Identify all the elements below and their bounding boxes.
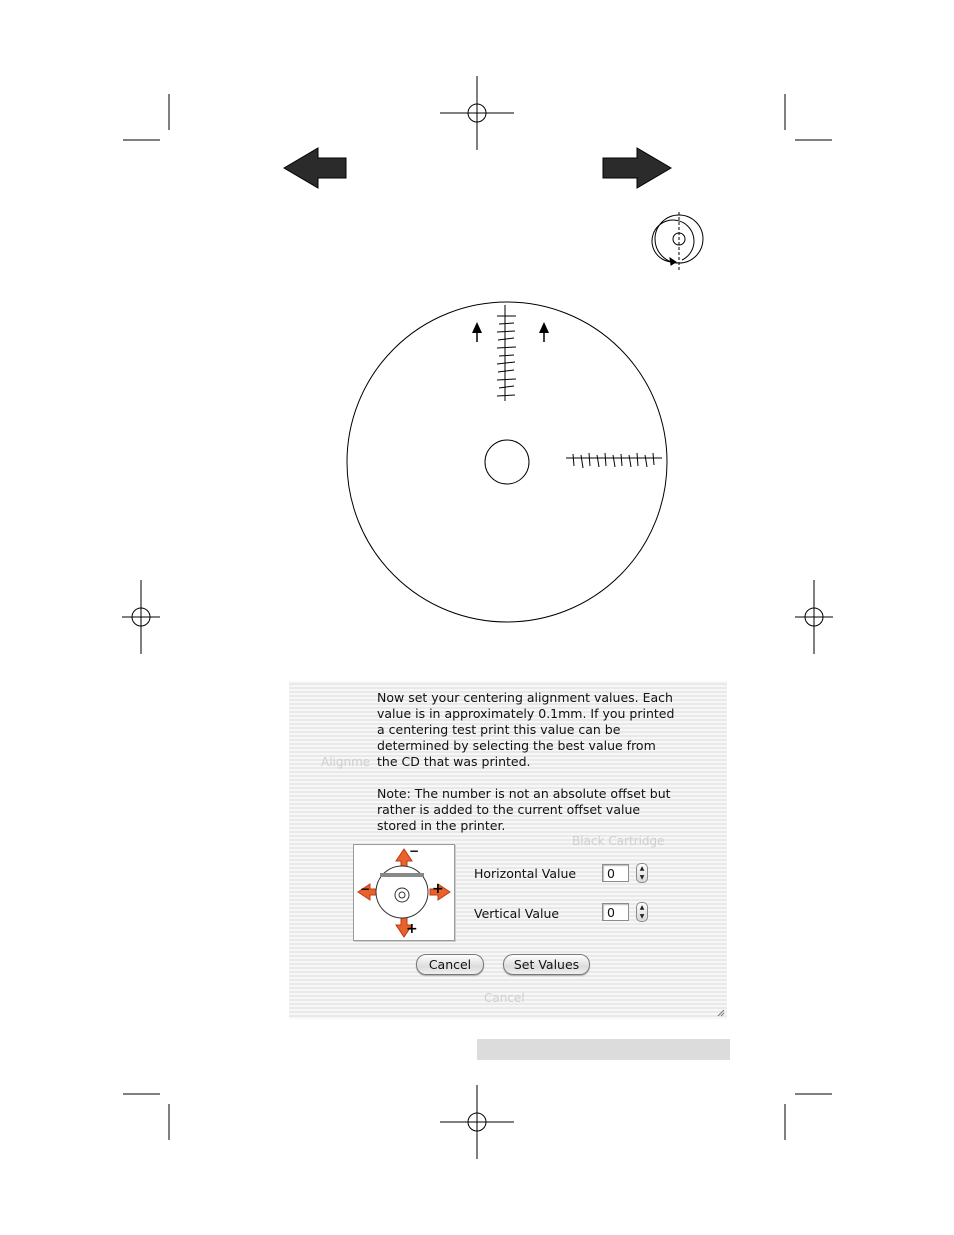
registration-mark-icon (440, 76, 514, 150)
stepper-down-icon[interactable]: ▼ (639, 913, 645, 920)
stepper-up-icon[interactable]: ▲ (639, 865, 645, 872)
resize-grip-icon[interactable] (717, 1009, 725, 1017)
instructions-text: Now set your centering alignment values. Each value is in approximately 0.1mm. If you printed a centering test print this value can be determined by selecting the best value from the CD that was printed. (377, 690, 675, 769)
footer-bar (477, 1039, 730, 1060)
plus-label: + (406, 921, 418, 937)
vertical-value-label: Vertical Value (474, 906, 560, 921)
left-arrow-icon[interactable] (284, 148, 346, 188)
plus-label: + (432, 881, 444, 897)
cancel-button[interactable]: Cancel (416, 954, 484, 975)
note-text: Note: The number is not an absolute offset but rather is added to the current offset value stored in the printer. (377, 786, 671, 833)
alignment-preview-icon (354, 845, 454, 940)
vertical-value-input[interactable]: 0 (602, 903, 629, 921)
registration-mark-icon (440, 1085, 514, 1159)
cd-orientation-icon (652, 212, 703, 272)
right-arrow-icon[interactable] (603, 148, 671, 188)
horizontal-value-label: Horizontal Value (474, 866, 577, 881)
stepper-up-icon[interactable]: ▲ (639, 904, 645, 911)
set-values-button[interactable]: Set Values (503, 954, 590, 975)
horizontal-value-input[interactable]: 0 (602, 864, 629, 882)
minus-label: − (360, 882, 371, 896)
minus-label: − (409, 845, 420, 858)
registration-mark-icon (122, 580, 160, 654)
cd-center-hole (485, 440, 529, 484)
registration-mark-icon (795, 580, 833, 654)
centering-alignment-dialog (289, 681, 727, 1019)
instructions-block (377, 690, 677, 834)
cd-alignment-preview (353, 844, 455, 941)
background-ghost-text: Alignme (321, 755, 371, 769)
vertical-value-stepper[interactable] (636, 902, 648, 922)
stepper-down-icon[interactable]: ▼ (639, 874, 645, 881)
background-ghost-text: Black Cartridge (572, 834, 665, 848)
background-ghost-text: Cancel (484, 991, 525, 1005)
cd-test-print-diagram (347, 302, 667, 622)
horizontal-value-stepper[interactable] (636, 863, 648, 883)
